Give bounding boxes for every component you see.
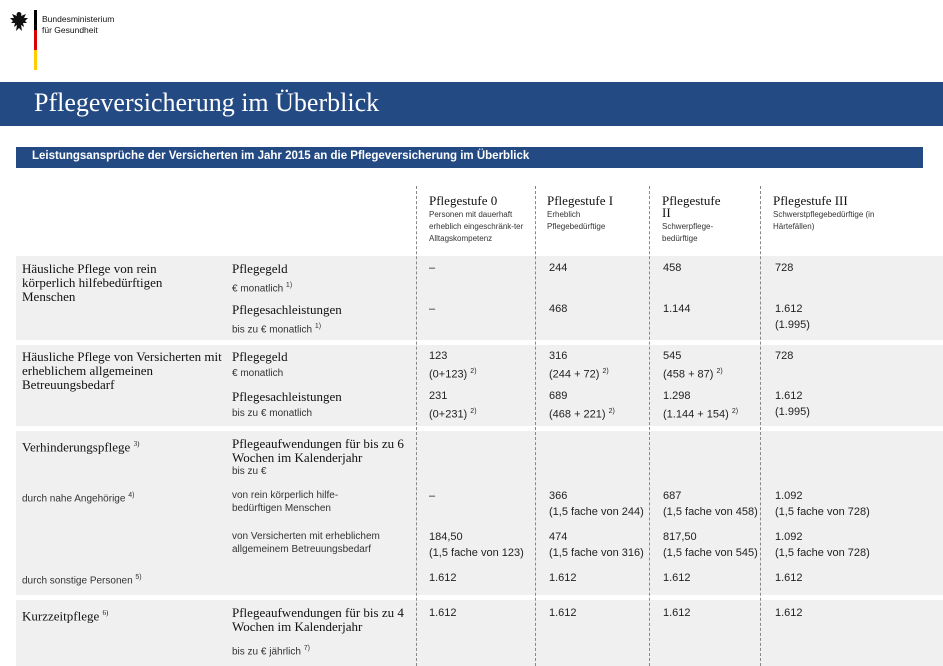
row-unit <box>232 321 321 336</box>
value-cell: 1.612 <box>549 607 577 619</box>
breakdown: (458 + 87) <box>663 368 714 381</box>
row-unit: bis zu € monatlich <box>232 408 313 419</box>
value-cell <box>663 404 738 423</box>
row-label: Pflegesachleistungen <box>232 389 342 404</box>
breakdown: (0+123) <box>429 368 468 381</box>
value-cell: 1.298 <box>663 390 691 402</box>
footnote-ref: 7) <box>303 645 310 652</box>
value-cell: 366 <box>549 490 568 502</box>
section-label-3 <box>22 437 139 454</box>
row-unit <box>232 643 310 658</box>
value-cell <box>549 404 615 423</box>
row-unit <box>232 280 292 295</box>
column-header-stufe0 <box>429 195 529 245</box>
federal-eagle-icon <box>8 10 30 34</box>
value-cell <box>549 364 609 383</box>
column-desc: Schwerstpflegebedürftige (in Härtefällen) <box>773 210 875 231</box>
subtitle-band <box>16 147 923 168</box>
value-cell: (1,5 fache von 244) <box>549 506 644 518</box>
value-cell: 244 <box>549 262 568 274</box>
section-label-1: Häusliche Pflege von rein körperlich hilfebedürftigen Menschen <box>22 261 163 304</box>
footnote-ref: 2) <box>731 408 739 415</box>
column-divider <box>416 186 417 666</box>
column-desc: Personen mit dauerhaft erheblich eingeschränk-ter Alltagskompetenz <box>429 210 524 243</box>
row-label: Pflegesachleistungen <box>232 302 342 317</box>
footnote-ref: 6) <box>102 609 109 617</box>
breakdown: (0+231) <box>429 408 468 421</box>
row-unit: bis zu € <box>232 466 267 477</box>
value-cell: 1.612 <box>663 572 691 584</box>
unit-text: bis zu € jährlich <box>232 646 301 658</box>
section-bg-4 <box>16 600 943 666</box>
value-cell: – <box>429 303 436 315</box>
value-cell: – <box>429 262 436 274</box>
footnote-ref: 1) <box>314 323 322 330</box>
value-cell: (1,5 fache von 545) <box>663 547 758 559</box>
unit-text: bis zu € monatlich <box>232 324 313 336</box>
footnote-ref: 4) <box>128 492 135 499</box>
value-cell: (1,5 fache von 123) <box>429 547 524 559</box>
value-cell: (1,5 fache von 458) <box>663 506 758 518</box>
value-cell: 1.612 <box>775 390 803 402</box>
footnote-ref: 2) <box>716 368 723 375</box>
label-text: durch sonstige Personen <box>22 575 133 587</box>
sub-label-nahe <box>22 489 134 505</box>
value-cell: 1.144 <box>663 303 691 315</box>
ministry-line1: Bundesministerium <box>42 14 115 24</box>
value-cell: (1,5 fache von 728) <box>775 506 870 518</box>
value-cell: 1.612 <box>775 303 803 315</box>
column-divider <box>649 186 650 666</box>
value-cell: 687 <box>663 490 682 502</box>
footnote-ref: 2) <box>602 368 609 375</box>
breakdown: (244 + 72) <box>549 368 600 381</box>
page-title: Pflegeversicherung im Überblick <box>34 88 380 117</box>
column-divider <box>535 186 536 666</box>
footnote-ref: 1) <box>285 282 293 289</box>
section-label-4 <box>22 606 108 623</box>
unit-text: € monatlich <box>232 283 284 295</box>
value-cell: 545 <box>663 350 682 362</box>
ministry-line2: für Gesundheit <box>42 25 98 35</box>
row-label: Pflegegeld <box>232 261 288 276</box>
value-cell: (1,5 fache von 316) <box>549 547 644 559</box>
column-header-stufe2 <box>662 195 732 245</box>
section-label-2: Häusliche Pflege von Versicherten mit erheblichem allgemeinen Betreuungsbedarf <box>22 349 222 392</box>
german-flag-bar <box>34 10 37 70</box>
value-cell: 1.612 <box>429 572 457 584</box>
value-cell: 817,50 <box>663 531 697 543</box>
value-cell: 1.612 <box>549 572 577 584</box>
value-cell: 1.612 <box>429 607 457 619</box>
value-cell: 728 <box>775 350 794 362</box>
footnote-ref: 2) <box>470 368 477 375</box>
sub-label-erheblich: von Versicherten mit erheblichem allgemeinem Betreuungsbedarf <box>232 531 380 555</box>
value-cell: 1.612 <box>775 572 803 584</box>
footnote-ref: 5) <box>135 574 142 581</box>
footnote-ref: 3) <box>133 440 140 448</box>
column-desc: Schwerpflege-bedürftige <box>662 222 714 243</box>
value-cell: 316 <box>549 350 568 362</box>
label-text: durch nahe Angehörige <box>22 493 126 505</box>
row-label: Pflegegeld <box>232 349 288 364</box>
value-cell: 468 <box>549 303 568 315</box>
value-cell: 1.092 <box>775 531 803 543</box>
label-text: Verhinderungspflege <box>22 439 131 455</box>
value-cell: 458 <box>663 262 682 274</box>
ministry-name <box>42 14 114 36</box>
column-header-stufe1 <box>547 195 637 233</box>
value-cell: 474 <box>549 531 568 543</box>
footnote-ref: 2) <box>470 408 477 415</box>
row-desc: Pflegeaufwendungen für bis zu 6 Wochen im Kalenderjahr <box>232 436 404 465</box>
breakdown: (1.144 + 154) <box>663 408 729 421</box>
column-title: Pflegestufe 0 <box>429 193 498 208</box>
value-cell <box>429 364 477 383</box>
value-cell-hardship: (1.995) <box>775 319 810 331</box>
value-cell: (1,5 fache von 728) <box>775 547 870 559</box>
value-cell-hardship: (1.995) <box>775 406 810 418</box>
column-desc: Erheblich Pflegebedürftige <box>547 210 606 231</box>
value-cell: 123 <box>429 350 448 362</box>
title-band <box>0 82 943 126</box>
value-cell: 231 <box>429 390 448 402</box>
value-cell: 1.612 <box>663 607 691 619</box>
value-cell <box>429 404 477 423</box>
value-cell: – <box>429 490 436 502</box>
column-title: Pflegestufe III <box>773 193 848 208</box>
footnote-ref: 2) <box>608 408 615 415</box>
column-title: Pflegestufe II <box>662 193 721 220</box>
value-cell: 728 <box>775 262 794 274</box>
value-cell: 1.092 <box>775 490 803 502</box>
breakdown: (468 + 221) <box>549 408 606 421</box>
row-desc: Pflegeaufwendungen für bis zu 4 Wochen im Kalenderjahr <box>232 605 404 634</box>
value-cell: 689 <box>549 390 568 402</box>
value-cell: 1.612 <box>775 607 803 619</box>
column-title: Pflegestufe I <box>547 193 614 208</box>
column-header-stufe3 <box>773 195 903 233</box>
column-divider <box>760 186 761 666</box>
row-unit: € monatlich <box>232 368 284 379</box>
sub-label-sonstige <box>22 571 142 587</box>
value-cell: 184,50 <box>429 531 463 543</box>
label-text: Kurzzeitpflege <box>22 608 100 624</box>
sub-label-rein: von rein körperlich hilfe-bedürftigen Menschen <box>232 490 339 514</box>
table-subtitle: Leistungsansprüche der Versicherten im Jahr 2015 an die Pflegeversicherung im Überblick <box>32 150 530 162</box>
value-cell <box>663 364 723 383</box>
